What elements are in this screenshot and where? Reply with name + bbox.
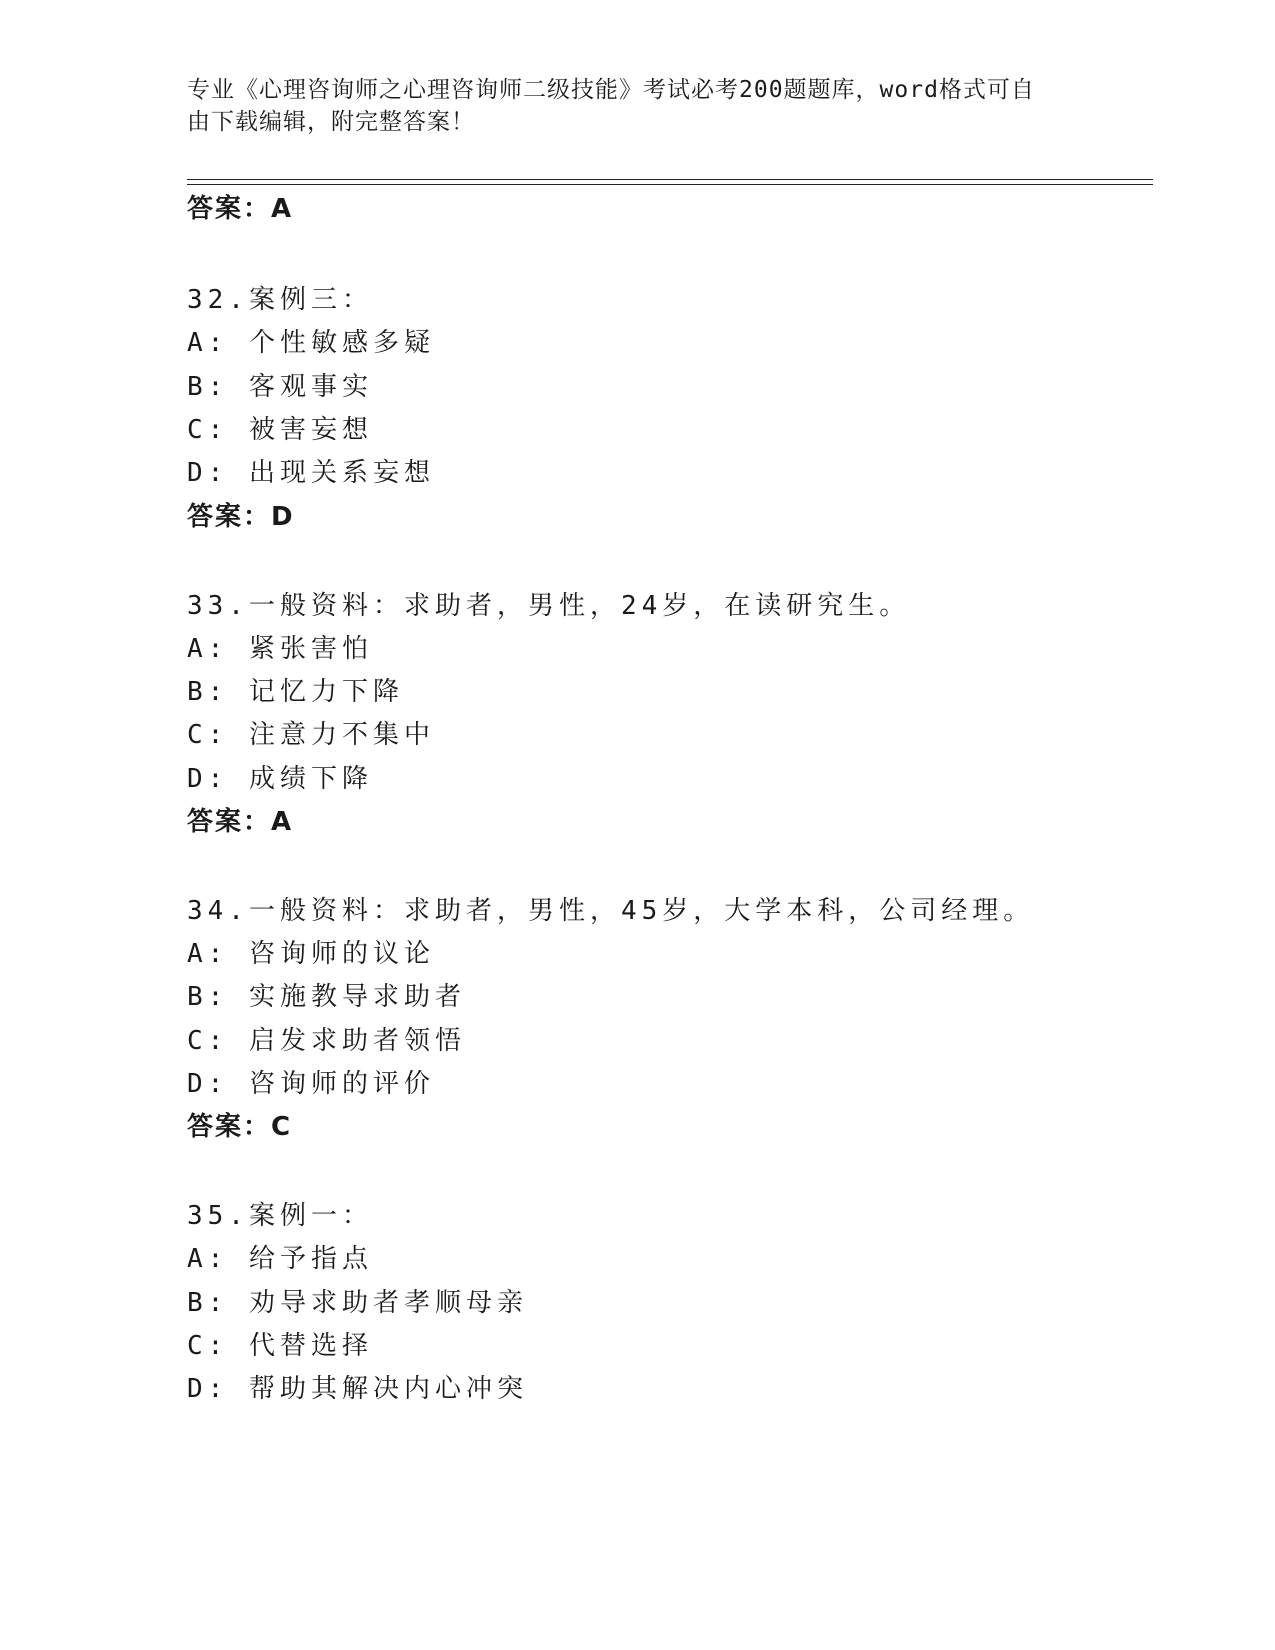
answer-34: 答案：C xyxy=(187,1112,293,1142)
option-32-d: D: 出现关系妄想 xyxy=(187,458,435,488)
question-34: 34.一般资料：求助者，男性，45岁，大学本科，公司经理。 xyxy=(187,896,1035,926)
question-33: 33.一般资料：求助者，男性，24岁，在读研究生。 xyxy=(187,591,911,621)
option-32-b: B: 客观事实 xyxy=(187,372,373,402)
header-divider-bottom xyxy=(187,184,1153,185)
option-35-b: B: 劝导求助者孝顺母亲 xyxy=(187,1288,528,1318)
option-33-b: B: 记忆力下降 xyxy=(187,677,404,707)
option-33-a: A: 紧张害怕 xyxy=(187,634,373,664)
option-33-c: C: 注意力不集中 xyxy=(187,720,435,750)
option-34-c: C: 启发求助者领悟 xyxy=(187,1026,466,1056)
header-line-2: 由下载编辑，附完整答案！ xyxy=(187,109,475,135)
option-34-b: B: 实施教导求助者 xyxy=(187,982,466,1012)
answer-label: 答案：A xyxy=(187,194,294,224)
header-divider-top xyxy=(187,179,1153,180)
option-32-a: A: 个性敏感多疑 xyxy=(187,328,435,358)
option-32-c: C: 被害妄想 xyxy=(187,415,373,445)
document-header xyxy=(187,74,1067,138)
option-35-d: D: 帮助其解决内心冲突 xyxy=(187,1374,528,1404)
question-35: 35.案例一： xyxy=(187,1201,373,1231)
option-33-d: D: 成绩下降 xyxy=(187,764,373,794)
header-line-1: 专业《心理咨询师之心理咨询师二级技能》考试必考200题题库，word格式可自 xyxy=(187,77,1035,103)
option-34-a: A: 咨询师的议论 xyxy=(187,939,435,969)
option-34-d: D: 咨询师的评价 xyxy=(187,1069,435,1099)
option-35-a: A: 给予指点 xyxy=(187,1244,373,1274)
option-35-c: C: 代替选择 xyxy=(187,1331,373,1361)
answer-32: 答案：D xyxy=(187,502,295,532)
answer-33: 答案：A xyxy=(187,807,294,837)
question-32: 32.案例三： xyxy=(187,285,373,315)
